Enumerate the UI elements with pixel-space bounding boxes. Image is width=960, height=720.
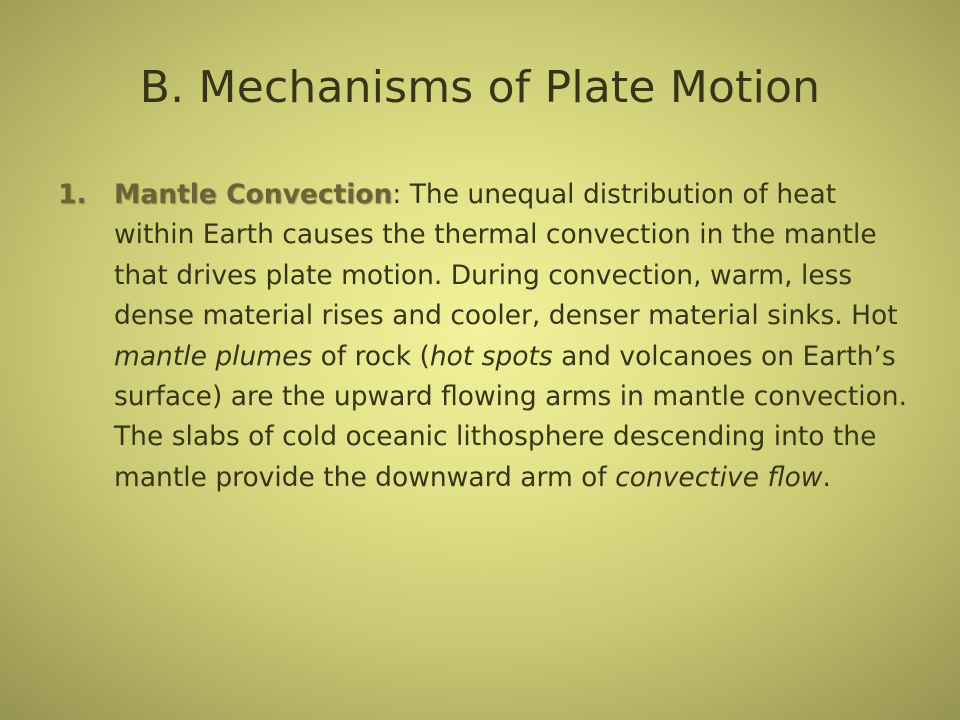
- text-segment: : The unequal distribution of heat within Earth causes the thermal convection in the mantle that drives plate motion. During convection, warm, less dense material rises and cooler, denser material sinks. Hot: [114, 179, 898, 332]
- list-item: [58, 175, 908, 498]
- numbered-list: [58, 175, 908, 498]
- emphasis-mantle-plumes: mantle plumes: [114, 340, 313, 372]
- text-segment: of rock (: [312, 340, 430, 372]
- text-segment: .: [822, 461, 831, 493]
- list-item-text: [114, 175, 908, 498]
- term-mantle-convection: Mantle Convection: [114, 179, 393, 210]
- slide-title: B. Mechanisms of Plate Motion: [139, 62, 821, 113]
- list-item-number: 1.: [58, 179, 87, 210]
- emphasis-convective-flow: convective flow: [615, 461, 823, 493]
- text-segment: and volcanoes on Earth’s surface) are the upward flowing arms in mantle convection. The slabs of cold oceanic lithosphere descending into the mantle provide the downward arm of: [114, 340, 908, 493]
- emphasis-hot-spots: hot spots: [429, 340, 553, 372]
